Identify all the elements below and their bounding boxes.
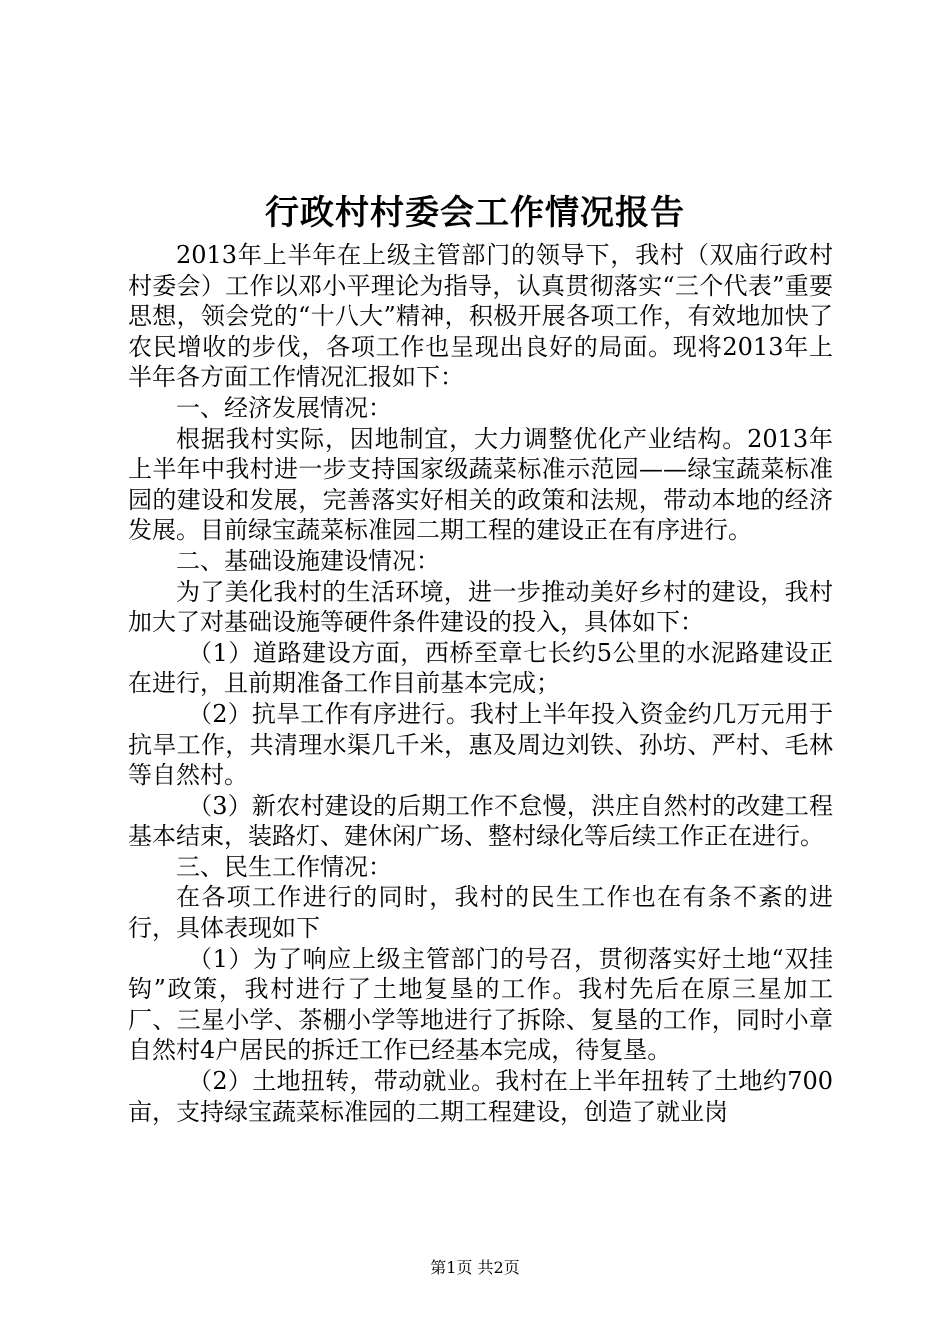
section-heading-livelihood: 三、民生工作情况： (176, 852, 392, 881)
page-footer: 第1页 共2页 (430, 1258, 520, 1277)
infrastructure-item-2: （2）抗旱工作有序进行。我村上半年投入资金约几万元用于抗旱工作，共清理水渠几千米，惠及周边刘铁、孙坊、严村、毛林等自然村。 (128, 699, 833, 790)
economy-paragraph: 根据我村实际，因地制宜，大力调整优化产业结构。2013年上半年中我村进一步支持国家级蔬菜标准示范园——绿宝蔬菜标准园的建设和发展，完善落实好相关的政策和法规，带动本地的经济发展。目前绿宝蔬菜标准园二期工程的建设正在有序进行。 (128, 424, 833, 545)
infrastructure-item-3: （3）新农村建设的后期工作不怠慢，洪庄自然村的改建工程基本结束，装路灯、建休闲广场、整村绿化等后续工作正在进行。 (128, 791, 833, 851)
livelihood-item-2: （2）土地扭转，带动就业。我村在上半年扭转了土地约700亩，支持绿宝蔬菜标准园的二期工程建设，创造了就业岗 (128, 1067, 833, 1126)
livelihood-paragraph: 在各项工作进行的同时，我村的民生工作也在有条不紊的进行，具体表现如下 (128, 883, 833, 943)
infrastructure-item-1: （1）道路建设方面，西桥至章七长约5公里的水泥路建设正在进行，且前期准备工作目前基本完成； (128, 638, 833, 698)
intro-paragraph: 2013年上半年在上级主管部门的领导下，我村（双庙行政村村委会）工作以邓小平理论为指导，认真贯彻落实“三个代表”重要思想，领会党的“十八大”精神，积极开展各项工作，有效地加快了农民增收的步伐，各项工作也呈现出良好的局面。现将2013年上半年各方面工作情况汇报如下： (128, 241, 833, 392)
document-body (128, 240, 833, 1127)
livelihood-item-1: （1）为了响应上级主管部门的号召，贯彻落实好土地“双挂钩”政策，我村进行了土地复垦的工作。我村先后在原三星加工厂、三星小学、茶棚小学等地进行了拆除、复垦的工作，同时小章自然村4户居民的拆迁工作已经基本完成，待复垦。 (128, 944, 833, 1065)
document-title: 行政村村委会工作情况报告 (265, 193, 685, 233)
section-heading-infrastructure: 二、基础设施建设情况： (176, 546, 440, 575)
infrastructure-paragraph: 为了美化我村的生活环境，进一步推动美好乡村的建设，我村加大了对基础设施等硬件条件建设的投入，具体如下： (128, 577, 833, 637)
section-heading-economy: 一、经济发展情况： (176, 393, 392, 422)
